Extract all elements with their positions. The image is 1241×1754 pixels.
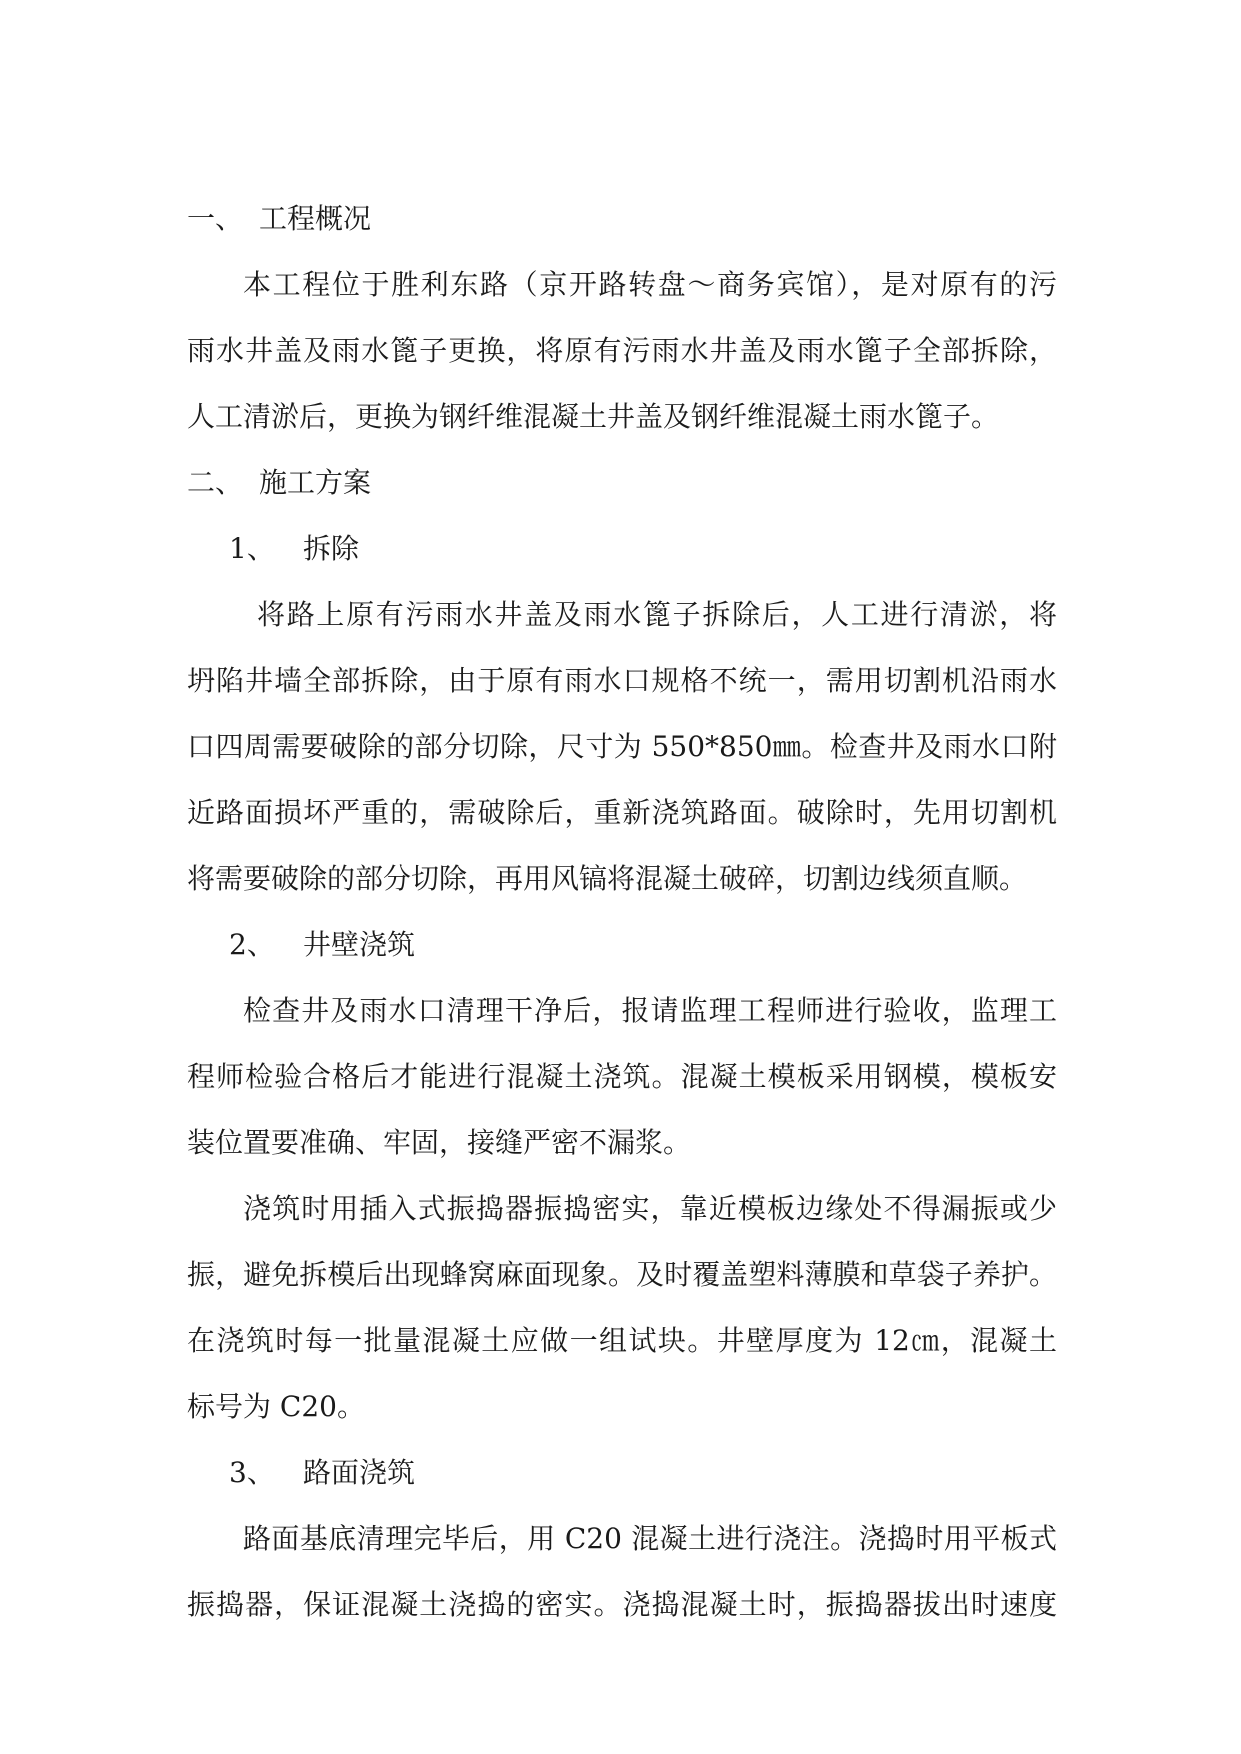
paragraph-line: 标号为 C20。 (187, 1390, 365, 1423)
subsection-number: 1、 (229, 532, 275, 565)
document-body (187, 186, 1057, 1638)
subsection-number: 3、 (229, 1456, 275, 1489)
paragraph-line: 坍陷井墙全部拆除，由于原有雨水口规格不统一，需用切割机沿雨水 (187, 664, 1057, 697)
section-heading (187, 186, 1057, 252)
subsection-title: 拆除 (303, 532, 360, 565)
subsection-number: 2、 (229, 928, 275, 961)
paragraph-line: 近路面损坏严重的，需破除后，重新浇筑路面。破除时，先用切割机 (187, 796, 1057, 829)
subsection-title: 路面浇筑 (303, 1456, 416, 1489)
subsection-title: 井壁浇筑 (303, 928, 416, 961)
section-title: 施工方案 (259, 466, 372, 499)
paragraph-line: 振，避免拆模后出现蜂窝麻面现象。及时覆盖塑料薄膜和草袋子养护。 (187, 1258, 1057, 1291)
section-number: 一、 (187, 202, 244, 235)
paragraph-line: 检查井及雨水口清理干净后，报请监理工程师进行验收，监理工 (243, 994, 1057, 1027)
paragraph-line: 雨水井盖及雨水篦子更换，将原有污雨水井盖及雨水篦子全部拆除， (187, 334, 1057, 367)
paragraph-line: 路面基底清理完毕后，用 C20 混凝土进行浇注。浇捣时用平板式 (243, 1522, 1057, 1555)
paragraph-line: 口四周需要破除的部分切除，尺寸为 550*850㎜。检查井及雨水口附 (187, 730, 1057, 763)
section-title: 工程概况 (259, 202, 372, 235)
paragraph-line: 装位置要准确、牢固，接缝严密不漏浆。 (187, 1126, 692, 1159)
paragraph-line: 本工程位于胜利东路（京开路转盘～商务宾馆），是对原有的污 (243, 268, 1057, 301)
paragraph-line: 人工清淤后，更换为钢纤维混凝土井盖及钢纤维混凝土雨水篦子。 (187, 400, 1000, 433)
paragraph-line: 将路上原有污雨水井盖及雨水篦子拆除后，人工进行清淤，将 (257, 598, 1057, 631)
subsection-heading (187, 1440, 1057, 1506)
subsection-heading (187, 516, 1057, 582)
paragraph-line: 程师检验合格后才能进行混凝土浇筑。混凝土模板采用钢模，模板安 (187, 1060, 1057, 1093)
paragraph-line: 将需要破除的部分切除，再用风镐将混凝土破碎，切割边线须直顺。 (187, 862, 1028, 895)
subsection-heading (187, 912, 1057, 978)
paragraph-line: 浇筑时用插入式振捣器振捣密实，靠近模板边缘处不得漏振或少 (243, 1192, 1057, 1225)
paragraph-line: 在浇筑时每一批量混凝土应做一组试块。井壁厚度为 12㎝，混凝土 (187, 1324, 1057, 1357)
section-number: 二、 (187, 466, 244, 499)
paragraph-line: 振捣器，保证混凝土浇捣的密实。浇捣混凝土时，振捣器拔出时速度 (187, 1588, 1057, 1621)
section-heading (187, 450, 1057, 516)
